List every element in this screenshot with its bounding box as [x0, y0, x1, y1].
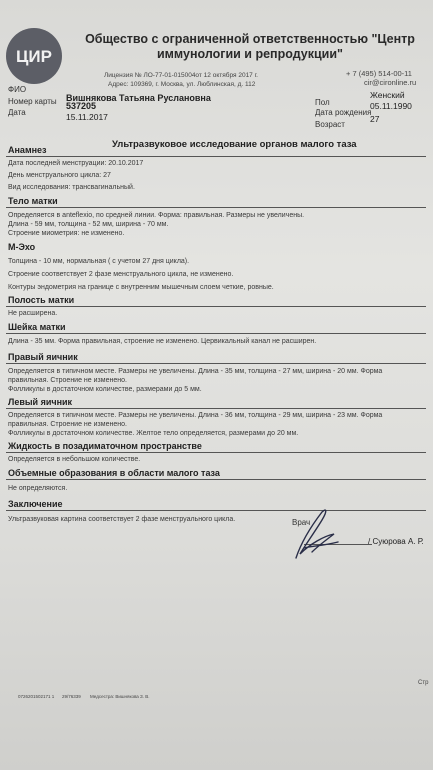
fio-value: Вишнякова Татьяна Руслановна [66, 93, 211, 103]
left-ovary-line: правильная. Строение не изменено. [8, 421, 127, 428]
right-ovary-title: Правый яичник [8, 352, 78, 362]
divider [6, 452, 426, 453]
divider [6, 510, 426, 511]
footer-nurse: Медсестра: Вишнякова З. В. [90, 694, 150, 699]
email-text: cir@cironline.ru [364, 78, 417, 87]
m-echo-line: Контуры эндометрия на границе с внутренним мышечным слоем четкие, ровные. [8, 284, 274, 291]
age-label: Возраст [315, 120, 345, 129]
anamnesis-line: День менструального цикла: 27 [8, 172, 111, 179]
m-echo-line: Толщина - 10 мм, нормальная ( с учетом 27 дня цикла). [8, 258, 190, 265]
phone-text: + 7 (495) 514-00-11 [346, 69, 412, 78]
sex-value: Женский [370, 90, 405, 100]
dob-value: 05.11.1990 [370, 101, 412, 111]
date-label: Дата [8, 108, 26, 117]
org-name: Общество с ограниченной ответственностью "Центр иммунологии и репродукции" [85, 32, 415, 61]
clinic-logo [6, 28, 62, 84]
card-value: 537205 [66, 101, 97, 111]
uterus-line: Строение миометрия: не изменено. [8, 230, 125, 237]
logo-text: ЦИР [16, 47, 52, 66]
anamnesis-title: Анамнез [8, 145, 47, 155]
age-value: 27 [370, 114, 380, 124]
signature-icon [282, 500, 352, 564]
cavity-title: Полость матки [8, 295, 75, 305]
uterus-title: Тело матки [8, 196, 58, 206]
divider [6, 479, 426, 480]
divider [6, 207, 426, 208]
logo-mark-icon [6, 28, 62, 84]
right-ovary-line: Определяется в типичном месте. Размеры не увеличены. Длина - 35 мм, толщина - 27 мм, ширина - 20 мм. Форма [8, 368, 383, 375]
anamnesis-line: Дата последней менструации: 20.10.2017 [8, 160, 144, 167]
masses-line: Не определяются. [8, 485, 68, 492]
cavity-line: Не расширена. [8, 310, 58, 317]
cervix-line: Длина - 35 мм. Форма правильная, строение не изменено. Цервикальный канал не расширен. [8, 338, 317, 345]
divider [6, 363, 426, 364]
doctor-name: / Суюрова А. Р. [368, 537, 424, 546]
m-echo-title: М-Эхо [8, 242, 36, 252]
fluid-title: Жидкость в позадиматочном пространстве [8, 441, 202, 451]
masses-title: Объемные образования в области малого таза [8, 468, 220, 478]
address-text: Адрес: 109369, г. Москва, ул. Люблинская, д. 112 [108, 81, 256, 88]
report-title: Ультразвуковое исследование органов малого таза [112, 139, 357, 150]
divider [6, 306, 426, 307]
m-echo-line: Строение соответствует 2 фазе менструального цикла, не изменено. [8, 271, 234, 278]
uterus-line: Определяется в anteflexio, по средней линии. Форма: правильная. Размеры не увеличены. [8, 212, 305, 219]
cervix-title: Шейка матки [8, 322, 66, 332]
conclusion-title: Заключение [8, 499, 63, 509]
footer-page: Стр [418, 680, 429, 686]
divider [6, 156, 426, 157]
date-value: 15.11.2017 [66, 112, 108, 122]
fluid-line: Определяется в небольшом количестве. [8, 456, 141, 463]
footer-code2: 29/76339 [62, 694, 81, 699]
dob-label: Дата рождения [315, 108, 372, 117]
footer-code1: 0726201502171 1 [18, 694, 55, 699]
license-text: Лицензия № ЛО-77-01-015004от 12 октября 2017 г. [104, 72, 258, 79]
sex-label: Пол [315, 98, 330, 107]
doctor-label: Врач [292, 518, 311, 527]
card-label: Номер карты [8, 97, 57, 106]
fio-label: ФИО [8, 85, 27, 94]
divider [6, 408, 426, 409]
left-ovary-line: Фолликулы в достаточном количестве. Желтое тело определяется, размерами до 20 мм. [8, 430, 299, 437]
conclusion-line: Ультразвуковая картина соответствует 2 фазе менструального цикла. [8, 516, 236, 523]
uterus-line: Длина - 59 мм, толщина - 52 мм, ширина - 70 мм. [8, 221, 169, 228]
divider [6, 333, 426, 334]
left-ovary-title: Левый яичник [8, 397, 73, 407]
right-ovary-line: правильная. Строение не изменено. [8, 377, 127, 384]
anamnesis-line: Вид исследования: трансвагинальный. [8, 184, 135, 191]
right-ovary-line: Фолликулы в достаточном количестве, размерами до 5 мм. [8, 386, 202, 393]
left-ovary-line: Определяется в типичном месте. Размеры не увеличены. Длина - 36 мм, толщина - 29 мм, ширина - 23 мм. Форма [8, 412, 383, 419]
